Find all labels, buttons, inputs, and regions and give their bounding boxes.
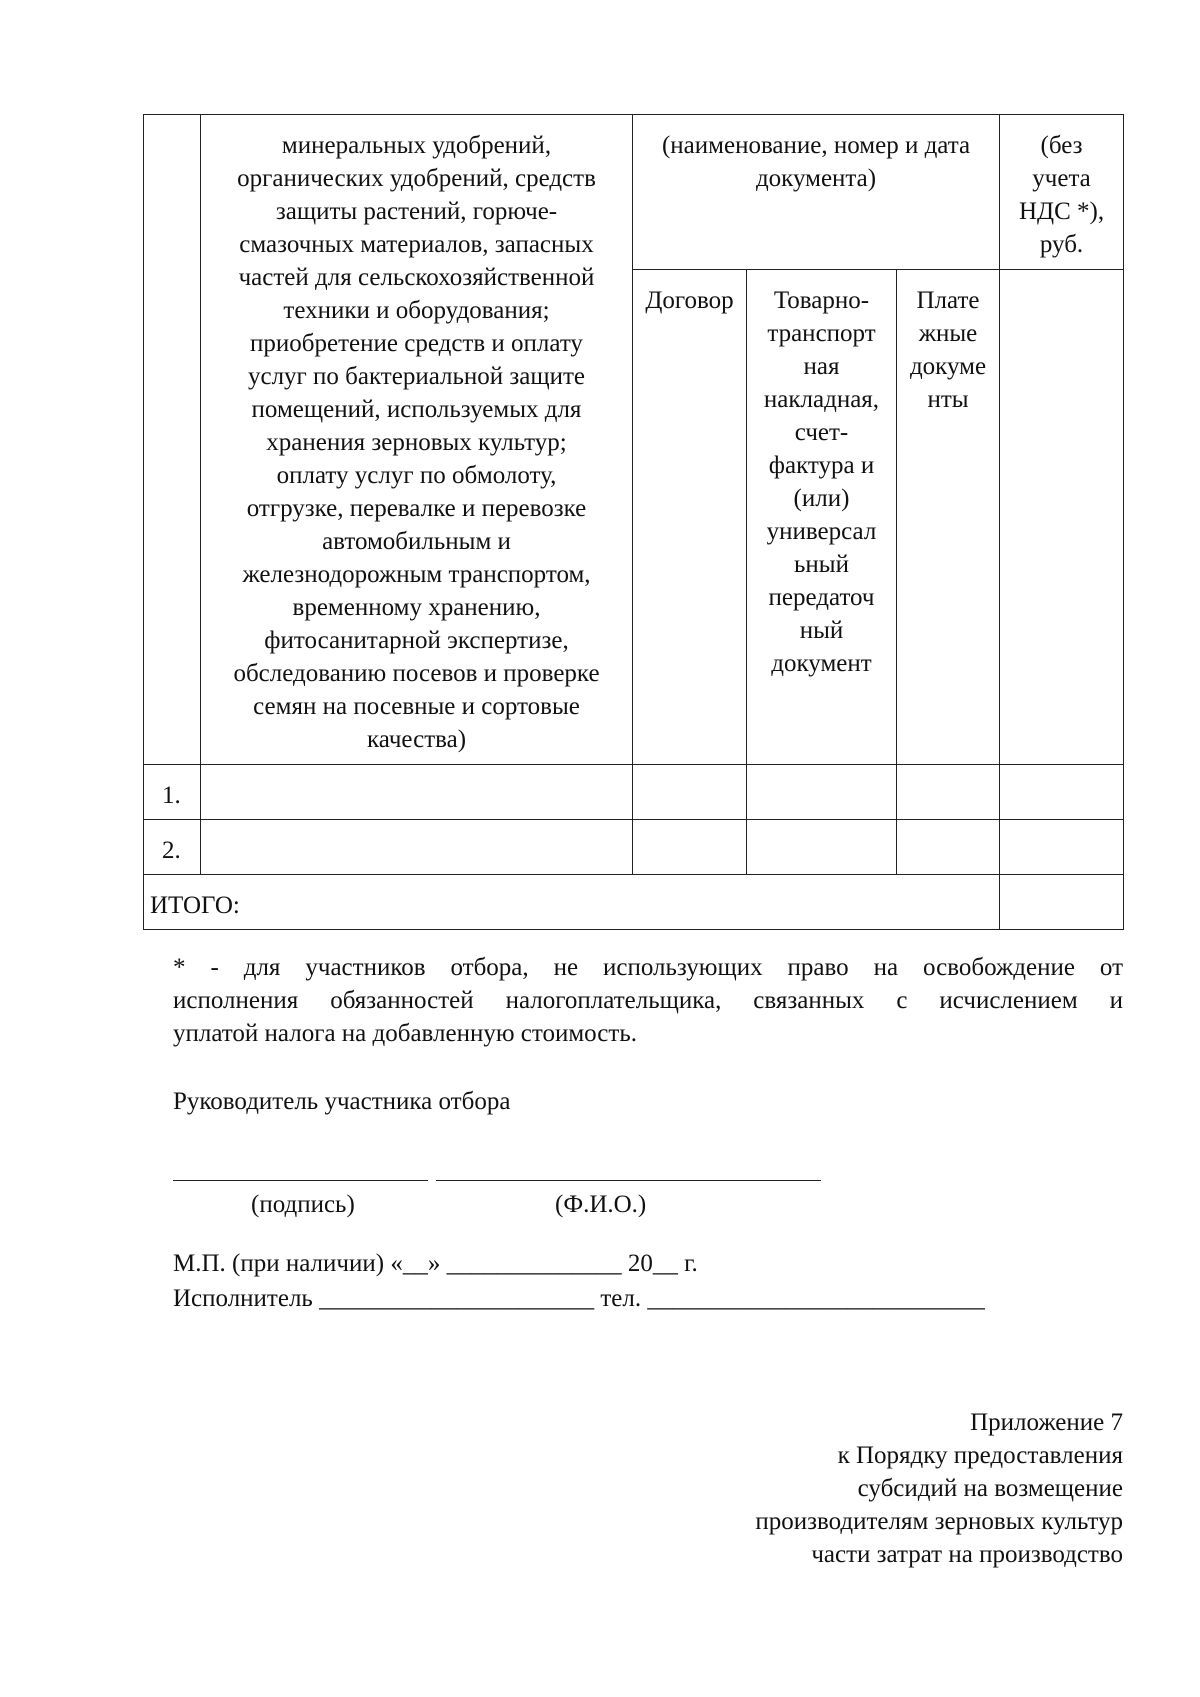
appendix-header <box>755 1406 1123 1571</box>
row-number-cell: 1. <box>144 765 201 820</box>
description-line: отгрузке, перевалке и перевозке <box>246 495 587 522</box>
row-waybill-cell[interactable] <box>747 820 897 875</box>
subsidy-cost-table <box>143 114 1124 930</box>
waybill-line: универсал <box>766 518 877 546</box>
payment-line: нты <box>927 386 969 414</box>
description-line: минеральных удобрений, <box>281 132 552 159</box>
footnote-line: уплатой налога на добавленную стоимость. <box>173 1020 637 1047</box>
waybill-line: ный <box>799 617 844 645</box>
description-line: смазочных материалов, запасных <box>239 231 594 258</box>
waybill-line: (или) <box>793 485 850 513</box>
doc-header-line: документа) <box>755 165 877 192</box>
header-description-cell <box>201 115 633 765</box>
row-contract-cell[interactable] <box>633 820 747 875</box>
row-waybill-cell[interactable] <box>747 765 897 820</box>
doc-header-line: (наименование, номер и дата <box>661 132 971 159</box>
total-amount-cell[interactable] <box>1000 875 1124 930</box>
payment-line: Плате <box>916 287 980 315</box>
subheader-waybill-cell <box>747 270 897 765</box>
appendix-line: субсидий на возмещение <box>857 1475 1123 1502</box>
row-amount-cell[interactable] <box>1000 765 1124 820</box>
payment-line: жные <box>918 320 978 348</box>
amount-header-line: учета <box>1032 165 1091 192</box>
waybill-line: транспорт <box>767 320 876 348</box>
amount-header-line: НДС *), <box>1018 198 1105 225</box>
total-label-cell: ИТОГО: <box>144 875 1000 930</box>
header-amount-cell <box>1000 115 1124 270</box>
waybill-line: передаточ <box>768 584 875 612</box>
signer-label: Руководитель участника отбора <box>173 1088 511 1115</box>
header-document-cell <box>633 115 1000 270</box>
description-line: частей для сельскохозяйственной <box>238 264 595 291</box>
waybill-line: ная <box>803 353 840 381</box>
fio-line[interactable] <box>436 1180 821 1181</box>
description-line: приобретение средств и оплату <box>250 330 583 357</box>
description-line: фитосанитарной экспертизе, <box>264 627 569 654</box>
table-row <box>144 820 1124 875</box>
row-description-cell[interactable] <box>201 820 633 875</box>
description-line: органических удобрений, средств <box>237 165 596 192</box>
description-line: железнодорожным транспортом, <box>242 561 591 588</box>
vat-footnote <box>173 951 1123 1050</box>
subheader-contract-cell <box>633 270 747 765</box>
description-line: временному хранению, <box>292 594 541 621</box>
header-number-cell <box>144 115 201 765</box>
description-line: защиты растений, горюче- <box>275 198 558 225</box>
waybill-line: ьный <box>794 551 849 579</box>
description-line: семян на посевные и сортовые <box>253 693 580 720</box>
fio-caption: (Ф.И.О.) <box>555 1191 647 1218</box>
description-line: оплату услуг по обмолоту, <box>276 462 557 489</box>
appendix-line: Приложение 7 <box>970 1409 1123 1436</box>
table-total-row <box>144 875 1124 930</box>
subheader-amount-cell <box>1000 270 1124 765</box>
footnote-line: исполнения обязанностей налогоплательщика, связанных с исчислением и <box>173 987 1123 1014</box>
table-header-row <box>144 115 1124 270</box>
row-payment-cell[interactable] <box>897 820 1000 875</box>
payment-line: докуме <box>909 353 987 381</box>
waybill-line: документ <box>771 650 872 678</box>
appendix-line: производителям зерновых культур <box>755 1508 1123 1535</box>
waybill-line: счет- <box>794 419 849 447</box>
amount-header-line: руб. <box>1039 231 1084 258</box>
stamp-date-line: М.П. (при наличии) «__» ______________ 20__ г. <box>173 1250 698 1277</box>
appendix-line: части затрат на производство <box>811 1541 1123 1568</box>
description-line: автомобильным и <box>322 528 511 555</box>
row-amount-cell[interactable] <box>1000 820 1124 875</box>
row-number-cell: 2. <box>144 820 201 875</box>
amount-header-line: (без <box>1040 132 1083 159</box>
waybill-line: накладная, <box>763 386 880 414</box>
contract-label: Договор <box>645 287 734 315</box>
footnote-line: * - для участников отбора, не использующих право на освобождение от <box>173 954 1123 981</box>
description-line: хранения зерновых культур; <box>266 429 567 456</box>
row-description-cell[interactable] <box>201 765 633 820</box>
waybill-line: Товарно- <box>773 287 870 315</box>
description-line: техники и оборудования; <box>283 297 550 324</box>
row-payment-cell[interactable] <box>897 765 1000 820</box>
row-contract-cell[interactable] <box>633 765 747 820</box>
signature-caption: (подпись) <box>251 1191 355 1218</box>
table-row <box>144 765 1124 820</box>
description-line: обследованию посевов и проверке <box>233 660 600 687</box>
appendix-line: к Порядку предоставления <box>837 1442 1123 1469</box>
signature-line[interactable] <box>173 1180 428 1181</box>
description-line: качества) <box>366 726 467 753</box>
waybill-line: фактура и <box>768 452 875 480</box>
description-line: услуг по бактериальной защите <box>247 363 586 390</box>
subheader-payment-cell <box>897 270 1000 765</box>
description-line: помещений, используемых для <box>251 396 582 423</box>
executor-line: Исполнитель ______________________ тел. ___________________________ <box>173 1285 985 1312</box>
